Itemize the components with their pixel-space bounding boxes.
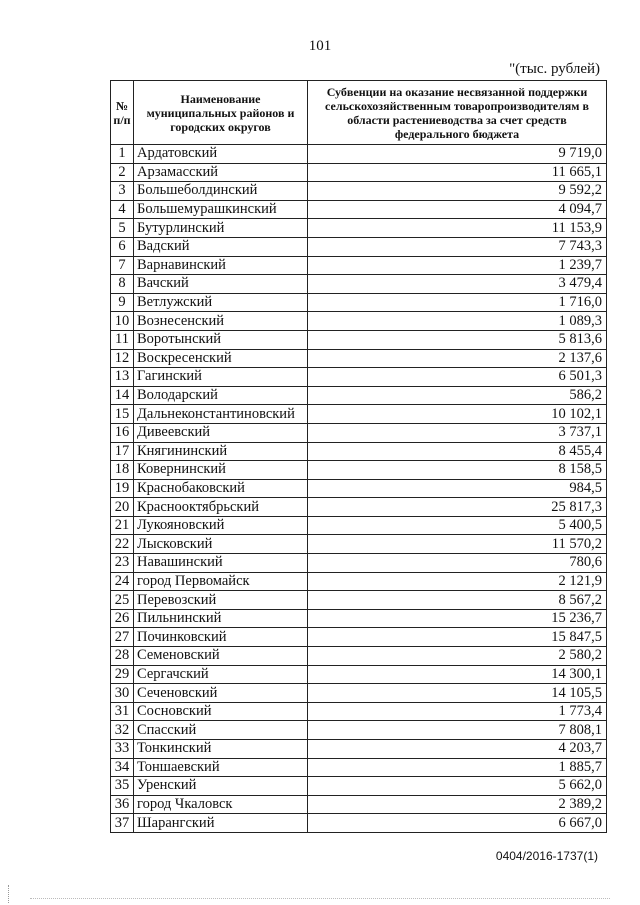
row-name: Дальнеконстантиновский [134, 405, 308, 424]
row-value: 5 400,5 [308, 516, 607, 535]
row-name: Перевозский [134, 591, 308, 610]
table-row [111, 702, 607, 721]
row-value: 6 667,0 [308, 814, 607, 833]
row-number: 9 [111, 293, 134, 312]
row-number: 3 [111, 182, 134, 201]
row-number: 6 [111, 237, 134, 256]
row-value: 10 102,1 [308, 405, 607, 424]
row-value: 7 808,1 [308, 721, 607, 740]
row-name: Варнавинский [134, 256, 308, 275]
row-number: 19 [111, 479, 134, 498]
row-name: Шарангский [134, 814, 308, 833]
row-value: 11 153,9 [308, 219, 607, 238]
scan-artifact [8, 885, 10, 903]
row-value: 15 847,5 [308, 628, 607, 647]
row-number: 18 [111, 461, 134, 480]
table-row [111, 721, 607, 740]
table-row [111, 423, 607, 442]
row-value: 11 665,1 [308, 163, 607, 182]
row-value: 8 455,4 [308, 442, 607, 461]
document-code: 0404/2016-1737(1) [495, 849, 598, 863]
row-number: 10 [111, 312, 134, 331]
row-number: 30 [111, 684, 134, 703]
row-number: 31 [111, 702, 134, 721]
table-row [111, 200, 607, 219]
row-number: 26 [111, 609, 134, 628]
table-row [111, 368, 607, 387]
row-number: 20 [111, 498, 134, 517]
row-value: 14 105,5 [308, 684, 607, 703]
row-number: 27 [111, 628, 134, 647]
row-value: 1 089,3 [308, 312, 607, 331]
table-row [111, 665, 607, 684]
row-value: 2 137,6 [308, 349, 607, 368]
table-row [111, 479, 607, 498]
row-value: 8 158,5 [308, 461, 607, 480]
table-row [111, 442, 607, 461]
row-number: 37 [111, 814, 134, 833]
row-value: 11 570,2 [308, 535, 607, 554]
units-label: "(тыс. рублей) [509, 61, 600, 77]
row-value: 25 817,3 [308, 498, 607, 517]
row-number: 13 [111, 368, 134, 387]
table-row [111, 758, 607, 777]
row-name: Сергачский [134, 665, 308, 684]
row-value: 1 885,7 [308, 758, 607, 777]
table-row [111, 163, 607, 182]
row-number: 29 [111, 665, 134, 684]
table-row [111, 498, 607, 517]
row-name: Краснооктябрьский [134, 498, 308, 517]
table-row [111, 275, 607, 294]
row-number: 12 [111, 349, 134, 368]
table-row [111, 609, 607, 628]
row-value: 2 580,2 [308, 647, 607, 666]
row-value: 5 813,6 [308, 330, 607, 349]
table-header-row [111, 81, 607, 145]
row-name: Вознесенский [134, 312, 308, 331]
row-name: Гагинский [134, 368, 308, 387]
scan-artifact-line [30, 898, 610, 899]
row-value: 14 300,1 [308, 665, 607, 684]
row-number: 11 [111, 330, 134, 349]
row-name: Лысковский [134, 535, 308, 554]
row-number: 22 [111, 535, 134, 554]
row-value: 4 094,7 [308, 200, 607, 219]
row-name: Краснобаковский [134, 479, 308, 498]
table-row [111, 293, 607, 312]
table-row [111, 795, 607, 814]
row-name: Спасский [134, 721, 308, 740]
table-row [111, 349, 607, 368]
row-value: 9 719,0 [308, 145, 607, 164]
table-row [111, 814, 607, 833]
table-row [111, 461, 607, 480]
row-value: 8 567,2 [308, 591, 607, 610]
row-number: 16 [111, 423, 134, 442]
row-number: 35 [111, 777, 134, 796]
row-number: 7 [111, 256, 134, 275]
row-name: город Первомайск [134, 572, 308, 591]
table-row [111, 405, 607, 424]
table-row [111, 219, 607, 238]
row-name: Семеновский [134, 647, 308, 666]
table-row [111, 312, 607, 331]
row-name: Княгининский [134, 442, 308, 461]
row-value: 586,2 [308, 386, 607, 405]
row-number: 23 [111, 554, 134, 573]
row-value: 6 501,3 [308, 368, 607, 387]
row-value: 5 662,0 [308, 777, 607, 796]
page-number: 101 [308, 38, 332, 54]
row-name: Навашинский [134, 554, 308, 573]
header-num: № п/п [111, 81, 134, 145]
row-name: Ардатовский [134, 145, 308, 164]
row-value: 2 389,2 [308, 795, 607, 814]
row-name: Бутурлинский [134, 219, 308, 238]
row-name: Тонкинский [134, 740, 308, 759]
row-number: 32 [111, 721, 134, 740]
row-number: 25 [111, 591, 134, 610]
table-row [111, 684, 607, 703]
row-name: Ковернинский [134, 461, 308, 480]
table-body [111, 145, 607, 833]
row-number: 14 [111, 386, 134, 405]
row-name: Вачский [134, 275, 308, 294]
row-value: 15 236,7 [308, 609, 607, 628]
row-value: 9 592,2 [308, 182, 607, 201]
row-number: 4 [111, 200, 134, 219]
row-number: 5 [111, 219, 134, 238]
row-number: 17 [111, 442, 134, 461]
row-name: Сосновский [134, 702, 308, 721]
row-name: Дивеевский [134, 423, 308, 442]
row-value: 4 203,7 [308, 740, 607, 759]
table-row [111, 145, 607, 164]
row-name: Сеченовский [134, 684, 308, 703]
row-value: 3 737,1 [308, 423, 607, 442]
row-number: 24 [111, 572, 134, 591]
table-row [111, 591, 607, 610]
row-name: Лукояновский [134, 516, 308, 535]
row-value: 2 121,9 [308, 572, 607, 591]
row-name: Володарский [134, 386, 308, 405]
row-name: Пильнинский [134, 609, 308, 628]
row-value: 1 773,4 [308, 702, 607, 721]
row-name: Воскресенский [134, 349, 308, 368]
subsidy-table [110, 80, 607, 833]
row-value: 3 479,4 [308, 275, 607, 294]
row-name: город Чкаловск [134, 795, 308, 814]
row-number: 34 [111, 758, 134, 777]
table-row [111, 386, 607, 405]
row-value: 984,5 [308, 479, 607, 498]
table-row [111, 554, 607, 573]
row-number: 2 [111, 163, 134, 182]
table-row [111, 182, 607, 201]
header-name: Наименование муниципальных районов и городских округов [134, 81, 308, 145]
table-row [111, 740, 607, 759]
row-number: 28 [111, 647, 134, 666]
row-name: Ветлужский [134, 293, 308, 312]
row-number: 8 [111, 275, 134, 294]
row-name: Воротынский [134, 330, 308, 349]
row-name: Уренский [134, 777, 308, 796]
row-number: 1 [111, 145, 134, 164]
table-row [111, 647, 607, 666]
table-row [111, 535, 607, 554]
header-value: Субвенции на оказание несвязанной поддержки сельскохозяйственным товаропроизводителям в области растениеводства за счет средств федерального бюджета [308, 81, 607, 145]
table-row [111, 572, 607, 591]
row-name: Большеболдинский [134, 182, 308, 201]
table-row [111, 516, 607, 535]
table-row [111, 777, 607, 796]
row-value: 1 716,0 [308, 293, 607, 312]
table-row [111, 628, 607, 647]
row-value: 7 743,3 [308, 237, 607, 256]
table-row [111, 256, 607, 275]
row-name: Тоншаевский [134, 758, 308, 777]
row-name: Большемурашкинский [134, 200, 308, 219]
row-value: 1 239,7 [308, 256, 607, 275]
row-name: Вадский [134, 237, 308, 256]
row-number: 36 [111, 795, 134, 814]
row-name: Арзамасский [134, 163, 308, 182]
row-name: Починковский [134, 628, 308, 647]
row-value: 780,6 [308, 554, 607, 573]
row-number: 33 [111, 740, 134, 759]
table-row [111, 330, 607, 349]
row-number: 15 [111, 405, 134, 424]
row-number: 21 [111, 516, 134, 535]
table-row [111, 237, 607, 256]
